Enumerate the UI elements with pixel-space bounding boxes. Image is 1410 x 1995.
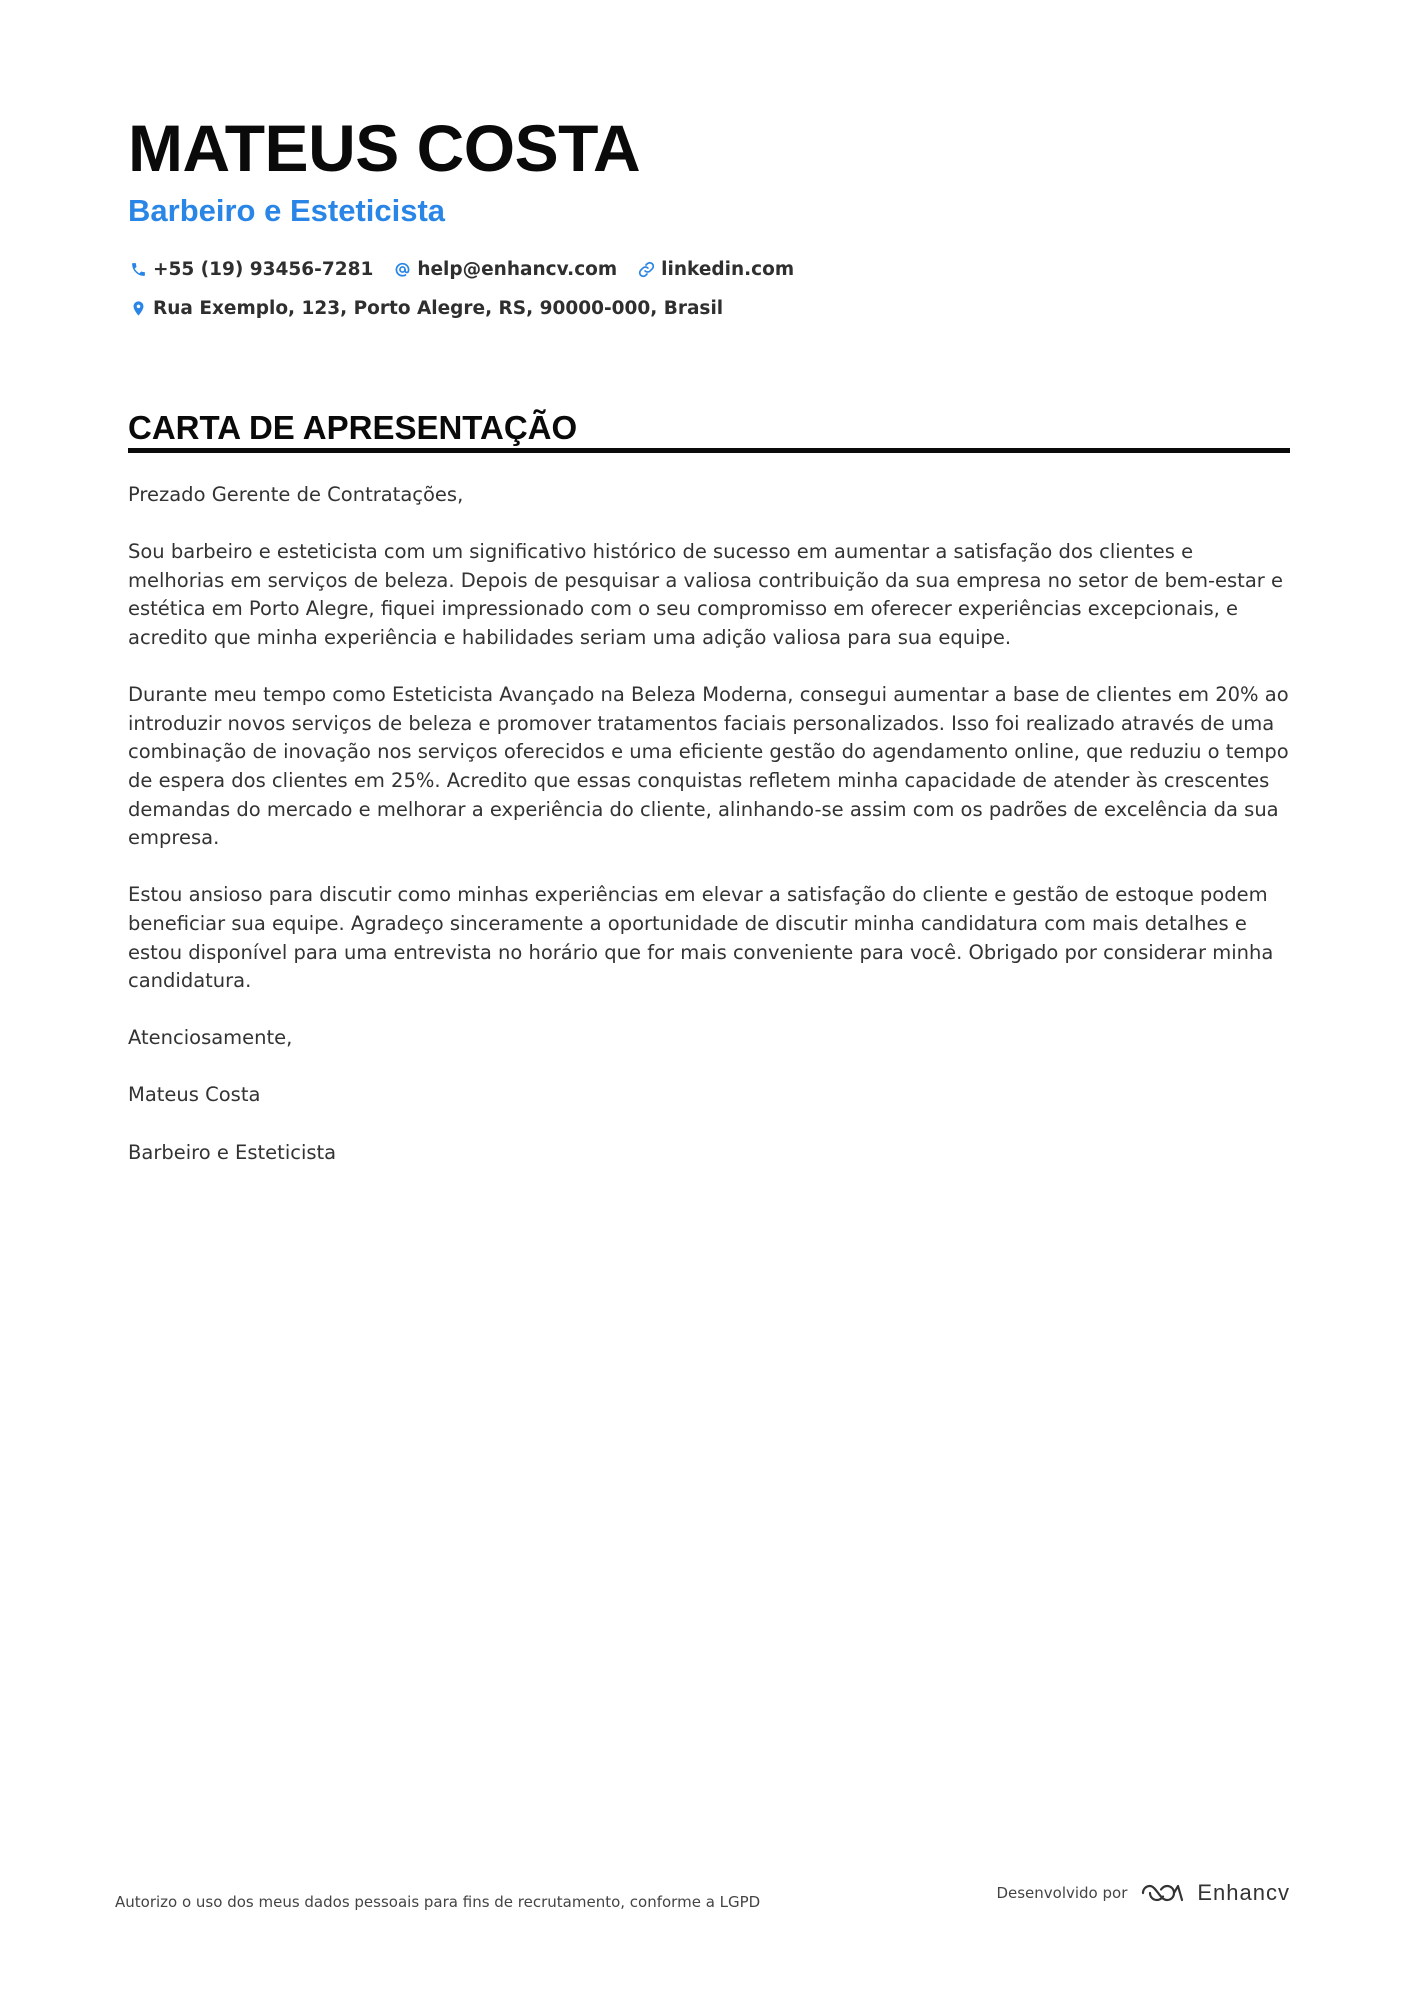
cover-letter-page (128, 0, 1290, 1995)
contact-row (128, 254, 813, 284)
salutation: Prezado Gerente de Contratações, (128, 483, 464, 506)
closing: Atenciosamente, (128, 1026, 293, 1050)
candidate-name: MATEUS COSTA (128, 111, 641, 185)
letter-body (128, 481, 1290, 1196)
letter-paragraph: Sou barbeiro e esteticista com um significativo histórico de sucesso em aumentar a satisfação dos clientes e melhorias em serviços de beleza. Depois de pesquisar a valiosa contribuição da sua empresa no setor de bem-estar e estética em Porto Alegre, fiquei impressionado com o seu compromisso em oferecer experiências excepcionais, e acredito que minha experiência e habilidades seriam uma adição valiosa para sua equipe. (128, 540, 1283, 649)
location-pin-icon (130, 300, 147, 317)
enhancv-logo-icon (1139, 1880, 1185, 1906)
letter-paragraph: Estou ansioso para discutir como minhas experiências em elevar a satisfação do cliente e gestão de estoque podem beneficiar sua equipe. Agradeço sinceramente a oportunidade de discutir minha candidatura com mais detalhes e estou disponível para uma entrevista no horário que for mais conveniente para você. Obrigado por considerar minha candidatura. (128, 883, 1274, 993)
candidate-role: Barbeiro e Esteticista (128, 193, 446, 228)
address-row (128, 293, 742, 323)
signature-name: Mateus Costa (128, 1083, 261, 1107)
phone-text: +55 (19) 93456-7281 (153, 258, 374, 280)
linkedin-text: linkedin.com (661, 258, 795, 280)
brand-name: Enhancv (1197, 1880, 1290, 1905)
powered-by[interactable] (996, 1880, 1290, 1906)
at-sign-icon (394, 261, 411, 278)
letter-paragraph: Durante meu tempo como Esteticista Avançado na Beleza Moderna, consegui aumentar a base de clientes em 20% ao introduzir novos serviços de beleza e promover tratamentos faciais personalizados. Isso foi realizado através de uma combinação de inovação nos serviços oferecidos e uma eficiente gestão do agendamento online, que reduziu o tempo de espera dos clientes em 25%. Acredito que essas conquistas refletem minha capacidade de atender às crescentes demandas do mercado e melhorar a experiência do cliente, alinhando-se assim com os padrões de excelência da sua empresa. (128, 683, 1289, 850)
contact-address (128, 298, 723, 319)
signature-role: Barbeiro e Esteticista (128, 1140, 337, 1164)
section-divider (128, 448, 1290, 453)
consent-note: Autorizo o uso dos meus dados pessoais para fins de recrutamento, conforme a LGPD (115, 1893, 761, 1911)
contact-email[interactable] (392, 259, 617, 280)
link-icon (638, 261, 655, 278)
section-title: CARTA DE APRESENTAÇÃO (128, 409, 578, 446)
powered-by-label: Desenvolvido por (996, 1884, 1128, 1902)
email-text: help@enhancv.com (417, 258, 618, 280)
contact-phone[interactable] (128, 259, 373, 280)
phone-icon (130, 261, 147, 278)
address-text: Rua Exemplo, 123, Porto Alegre, RS, 90000-000, Brasil (153, 297, 724, 319)
contact-linkedin[interactable] (636, 259, 794, 280)
